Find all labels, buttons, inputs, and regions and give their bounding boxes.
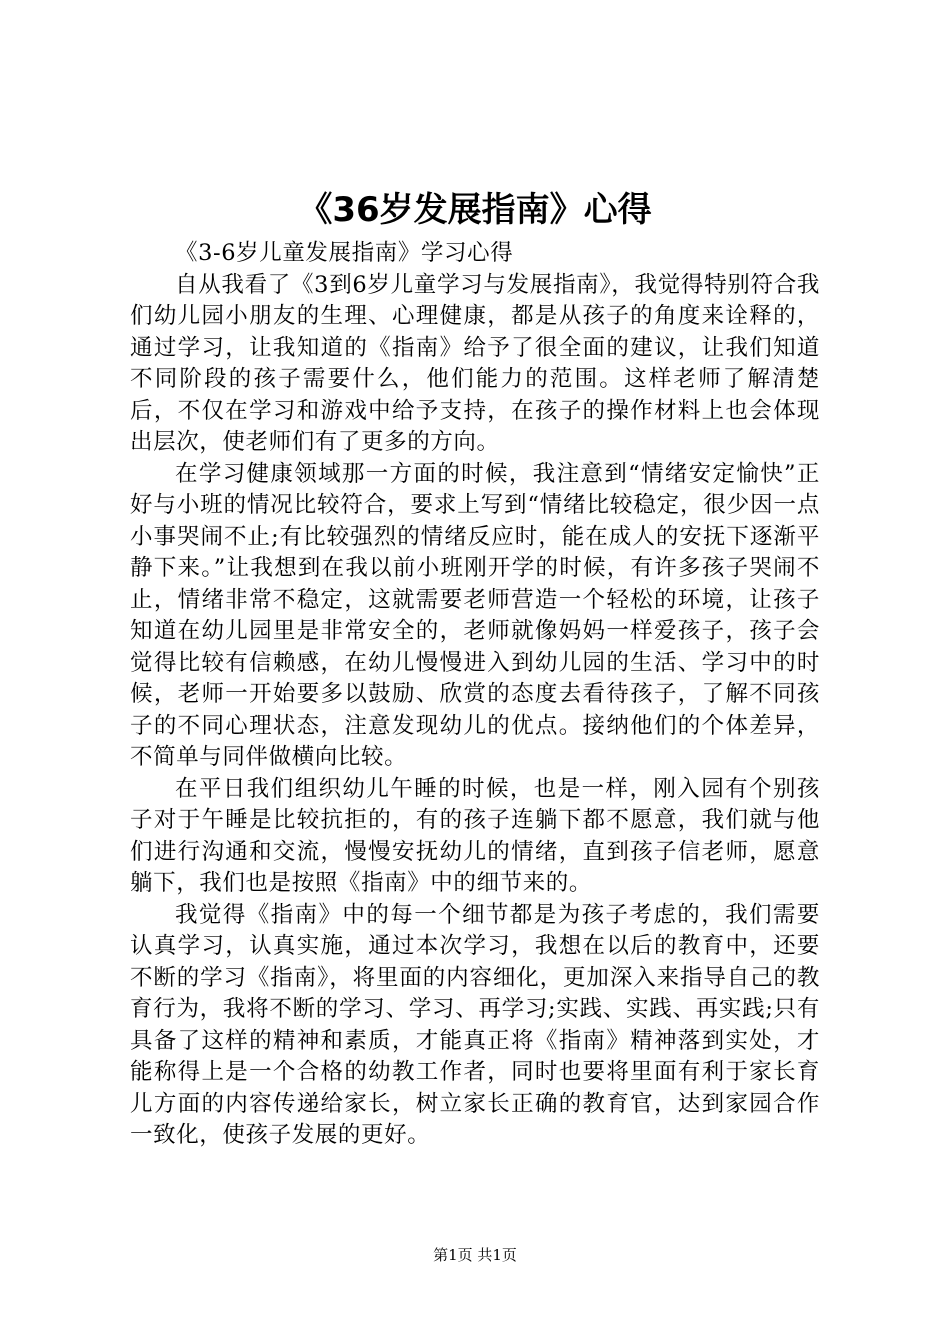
body-paragraph-2: 在学习健康领域那一方面的时候，我注意到“情绪安定愉快”正好与小班的情况比较符合，要求上写到“情绪比较稳定，很少因一点小事哭闹不止;有比较强烈的情绪反应时，能在成人的安抚下逐渐平静下来。”让我想到在我以前小班刚开学的时候，有许多孩子哭闹不止，情绪非常不稳定，这就需要老师营造一个轻松的环境，让孩子知道在幼儿园里是非常安全的，老师就像妈妈一样爱孩子，孩子会觉得比较有信赖感，在幼儿慢慢进入到幼儿园的生活、学习中的时候，老师一开始要多以鼓励、欣赏的态度去看待孩子，了解不同孩子的不同心理状态，注意发现幼儿的优点。接纳他们的个体差异，不简单与同伴做横向比较。: [130, 460, 820, 770]
document-title: 《36岁发展指南》心得: [298, 190, 652, 230]
page-footer: 第1页 共1页: [433, 1246, 517, 1264]
body-paragraph-4: 我觉得《指南》中的每一个细节都是为孩子考虑的，我们需要认真学习，认真实施，通过本次学习，我想在以后的教育中，还要不断的学习《指南》，将里面的内容细化，更加深入来指导自己的教育行为，我将不断的学习、学习、再学习;实践、实践、再实践;只有具备了这样的精神和素质，才能真正将《指南》精神落到实处，才能称得上是一个合格的幼教工作者，同时也要将里面有利于家长育儿方面的内容传递给家长，树立家长正确的教育官，达到家园合作一致化，使孩子发展的更好。: [130, 901, 820, 1148]
document-body: [130, 238, 820, 1152]
body-paragraph-3: 在平日我们组织幼儿午睡的时候，也是一样，刚入园有个别孩子对于午睡是比较抗拒的，有的孩子连躺下都不愿意，我们就与他们进行沟通和交流，慢慢安抚幼儿的情绪，直到孩子信老师，愿意躺下，我们也是按照《指南》中的细节来的。: [130, 775, 820, 896]
body-paragraph-1: 自从我看了《3到6岁儿童学习与发展指南》，我觉得特别符合我们幼儿园小朋友的生理、心理健康，都是从孩子的角度来诠释的，通过学习，让我知道的《指南》给予了很全面的建议，让我们知道不同阶段的孩子需要什么，他们能力的范围。这样老师了解清楚后，不仅在学习和游戏中给予支持，在孩子的操作材料上也会体现出层次，使老师们有了更多的方向。: [130, 271, 820, 455]
subtitle-paragraph: 《3-6岁儿童发展指南》学习心得: [175, 240, 514, 266]
